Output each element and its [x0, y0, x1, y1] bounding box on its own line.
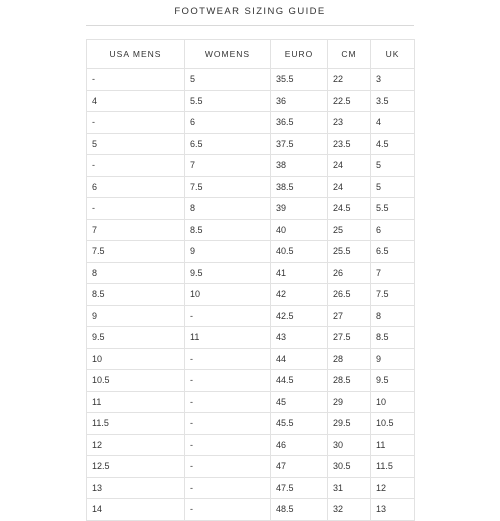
cell-cm: 27: [328, 305, 371, 327]
cell-usa-mens: -: [87, 198, 185, 220]
cell-cm: 26.5: [328, 284, 371, 306]
cell-cm: 24: [328, 155, 371, 177]
cell-womens: 9.5: [185, 262, 271, 284]
cell-cm: 30: [328, 434, 371, 456]
cell-usa-mens: 6: [87, 176, 185, 198]
cell-usa-mens: 11: [87, 391, 185, 413]
cell-womens: -: [185, 348, 271, 370]
cell-cm: 22.5: [328, 90, 371, 112]
cell-usa-mens: 14: [87, 499, 185, 521]
cell-womens: 8.5: [185, 219, 271, 241]
cell-uk: 7: [371, 262, 415, 284]
table-row: [87, 155, 415, 177]
cell-uk: 11: [371, 434, 415, 456]
cell-uk: 9: [371, 348, 415, 370]
cell-cm: 29.5: [328, 413, 371, 435]
cell-womens: 7.5: [185, 176, 271, 198]
cell-usa-mens: 9: [87, 305, 185, 327]
cell-womens: -: [185, 391, 271, 413]
cell-womens: -: [185, 370, 271, 392]
table-row: [87, 305, 415, 327]
cell-euro: 40: [271, 219, 328, 241]
table-row: [87, 112, 415, 134]
table-row: [87, 434, 415, 456]
cell-euro: 47: [271, 456, 328, 478]
cell-euro: 45: [271, 391, 328, 413]
cell-womens: 5.5: [185, 90, 271, 112]
table-row: [87, 176, 415, 198]
cell-uk: 10.5: [371, 413, 415, 435]
table-row: [87, 69, 415, 91]
cell-womens: 11: [185, 327, 271, 349]
cell-uk: 6.5: [371, 241, 415, 263]
cell-womens: 8: [185, 198, 271, 220]
cell-euro: 40.5: [271, 241, 328, 263]
cell-womens: -: [185, 434, 271, 456]
cell-euro: 35.5: [271, 69, 328, 91]
table-row: [87, 477, 415, 499]
cell-cm: 26: [328, 262, 371, 284]
cell-cm: 28.5: [328, 370, 371, 392]
cell-uk: 12: [371, 477, 415, 499]
cell-uk: 5.5: [371, 198, 415, 220]
cell-euro: 37.5: [271, 133, 328, 155]
table-row: [87, 327, 415, 349]
cell-womens: 6: [185, 112, 271, 134]
cell-usa-mens: -: [87, 69, 185, 91]
cell-usa-mens: 4: [87, 90, 185, 112]
cell-uk: 8: [371, 305, 415, 327]
cell-euro: 43: [271, 327, 328, 349]
cell-euro: 36: [271, 90, 328, 112]
cell-usa-mens: -: [87, 112, 185, 134]
column-header-womens: WOMENS: [185, 40, 271, 69]
table-row: [87, 499, 415, 521]
cell-usa-mens: 8: [87, 262, 185, 284]
cell-euro: 39: [271, 198, 328, 220]
cell-cm: 27.5: [328, 327, 371, 349]
table-row: [87, 456, 415, 478]
cell-womens: 10: [185, 284, 271, 306]
table-row: [87, 198, 415, 220]
header-row: [87, 40, 415, 69]
cell-usa-mens: 10: [87, 348, 185, 370]
cell-euro: 45.5: [271, 413, 328, 435]
cell-euro: 47.5: [271, 477, 328, 499]
cell-womens: 7: [185, 155, 271, 177]
table-row: [87, 413, 415, 435]
cell-euro: 46: [271, 434, 328, 456]
cell-cm: 22: [328, 69, 371, 91]
cell-uk: 10: [371, 391, 415, 413]
cell-uk: 13: [371, 499, 415, 521]
table-row: [87, 133, 415, 155]
cell-womens: -: [185, 413, 271, 435]
cell-usa-mens: 5: [87, 133, 185, 155]
cell-cm: 24.5: [328, 198, 371, 220]
page-title: FOOTWEAR SIZING GUIDE: [174, 6, 326, 17]
cell-usa-mens: 12: [87, 434, 185, 456]
cell-usa-mens: 12.5: [87, 456, 185, 478]
cell-usa-mens: 8.5: [87, 284, 185, 306]
cell-euro: 38: [271, 155, 328, 177]
cell-uk: 3: [371, 69, 415, 91]
cell-cm: 25.5: [328, 241, 371, 263]
cell-usa-mens: 10.5: [87, 370, 185, 392]
table-row: [87, 284, 415, 306]
cell-uk: 9.5: [371, 370, 415, 392]
cell-womens: 9: [185, 241, 271, 263]
cell-womens: -: [185, 456, 271, 478]
table-row: [87, 219, 415, 241]
column-header-usa-mens: USA MENS: [87, 40, 185, 69]
table-row: [87, 241, 415, 263]
cell-uk: 4: [371, 112, 415, 134]
table-row: [87, 348, 415, 370]
cell-cm: 28: [328, 348, 371, 370]
cell-uk: 4.5: [371, 133, 415, 155]
cell-cm: 31: [328, 477, 371, 499]
cell-womens: 5: [185, 69, 271, 91]
cell-euro: 41: [271, 262, 328, 284]
cell-uk: 5: [371, 176, 415, 198]
cell-usa-mens: 7.5: [87, 241, 185, 263]
cell-cm: 25: [328, 219, 371, 241]
sizing-table: [86, 39, 415, 521]
column-header-uk: UK: [371, 40, 415, 69]
cell-euro: 44: [271, 348, 328, 370]
cell-womens: 6.5: [185, 133, 271, 155]
cell-euro: 44.5: [271, 370, 328, 392]
cell-euro: 36.5: [271, 112, 328, 134]
table-row: [87, 370, 415, 392]
cell-cm: 23.5: [328, 133, 371, 155]
cell-euro: 42.5: [271, 305, 328, 327]
cell-cm: 32: [328, 499, 371, 521]
cell-womens: -: [185, 305, 271, 327]
cell-usa-mens: -: [87, 155, 185, 177]
column-header-cm: CM: [328, 40, 371, 69]
cell-uk: 7.5: [371, 284, 415, 306]
cell-uk: 3.5: [371, 90, 415, 112]
cell-uk: 11.5: [371, 456, 415, 478]
cell-womens: -: [185, 499, 271, 521]
cell-euro: 48.5: [271, 499, 328, 521]
cell-womens: -: [185, 477, 271, 499]
cell-cm: 24: [328, 176, 371, 198]
cell-uk: 8.5: [371, 327, 415, 349]
cell-uk: 6: [371, 219, 415, 241]
table-row: [87, 262, 415, 284]
cell-usa-mens: 9.5: [87, 327, 185, 349]
column-header-euro: EURO: [271, 40, 328, 69]
cell-cm: 29: [328, 391, 371, 413]
table-row: [87, 391, 415, 413]
title-divider: [86, 25, 414, 26]
cell-usa-mens: 7: [87, 219, 185, 241]
table-row: [87, 90, 415, 112]
cell-euro: 38.5: [271, 176, 328, 198]
cell-cm: 30.5: [328, 456, 371, 478]
cell-usa-mens: 13: [87, 477, 185, 499]
table-body: [87, 69, 415, 521]
cell-usa-mens: 11.5: [87, 413, 185, 435]
cell-uk: 5: [371, 155, 415, 177]
cell-cm: 23: [328, 112, 371, 134]
cell-euro: 42: [271, 284, 328, 306]
